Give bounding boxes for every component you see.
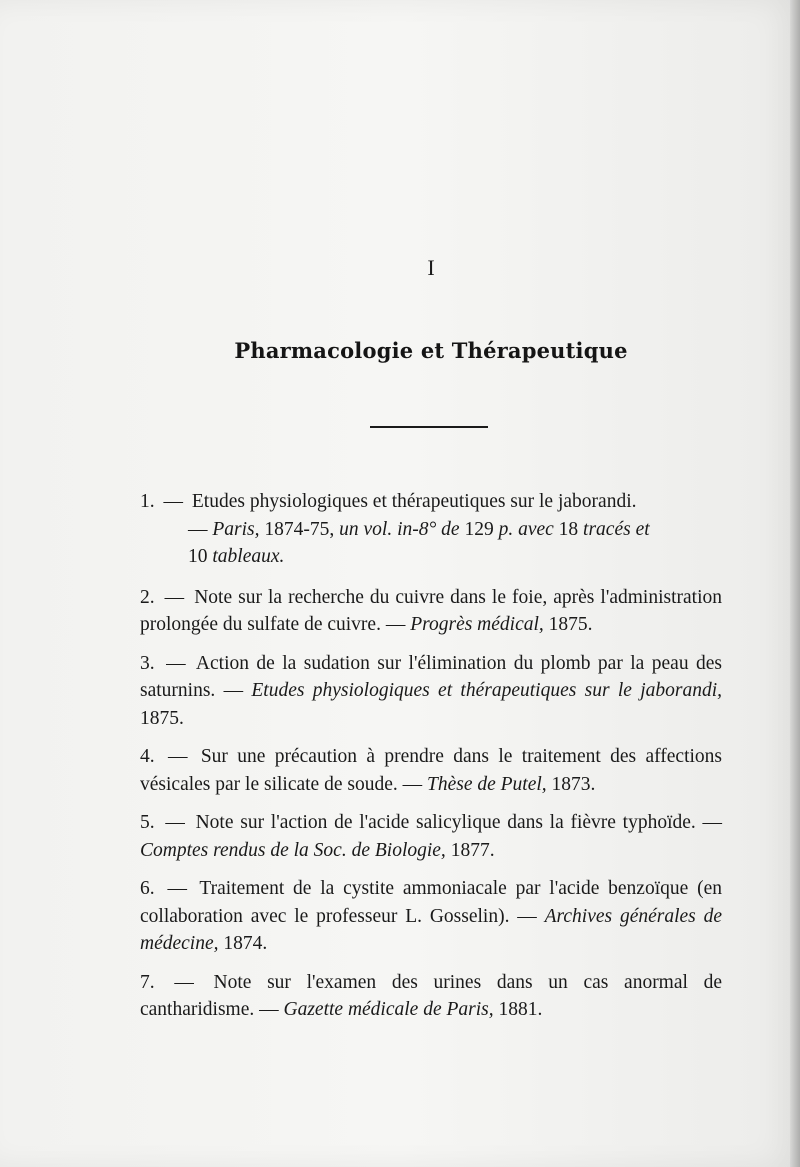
entry-dash: —: [167, 746, 188, 767]
list-item: [140, 743, 722, 798]
entry-number: 3.: [140, 652, 155, 674]
entry-number: 4.: [140, 746, 155, 767]
entry-line2-dash: —: [188, 518, 213, 540]
entry-italic-4: tracés et: [583, 518, 650, 540]
entry-dash: —: [165, 812, 185, 833]
entry-text: Note sur la recherche du cuivre dans le foie, après l'administration prolongée du sulfate de cuivre. —: [140, 586, 722, 635]
list-item: [140, 650, 722, 733]
list-item: [140, 488, 722, 571]
entry-year: 1875.: [140, 707, 184, 729]
entry-dash: —: [164, 586, 185, 608]
entry-italic: Comptes rendus de la Soc. de Biologie,: [140, 839, 446, 861]
entry-line3: 10: [188, 546, 213, 567]
entry-italic: Archives générales de médecine,: [140, 905, 723, 954]
section-title: Pharmacologie et Thérapeutique: [234, 338, 628, 363]
entry-text: Sur une précaution à prendre dans le traitement des affections vésicales par le silicate de soude. —: [140, 746, 723, 795]
entry-dash: —: [167, 878, 187, 899]
entry-italic: Progrès médical,: [410, 614, 544, 635]
list-item: [140, 809, 722, 864]
list-item: [140, 969, 722, 1024]
list-item: [140, 875, 722, 958]
entry-italic-2: un vol. in-8° de: [339, 518, 460, 540]
entry-year: 1877.: [445, 839, 495, 861]
entry-number: 6.: [140, 878, 155, 899]
bibliography-list: [140, 488, 722, 1035]
title-divider-rule: [370, 426, 488, 428]
entry-number: 1.: [140, 491, 155, 512]
entry-number: 5.: [140, 812, 155, 833]
entry-text: Action de la sudation sur l'élimination du plomb par la peau des saturnins. —: [140, 652, 722, 701]
entry-year: 1873.: [546, 773, 596, 795]
entry-year: 1874.: [218, 933, 268, 954]
section-numeral: I: [427, 255, 435, 280]
entry-dash: —: [174, 971, 194, 993]
entry-italic: Paris,: [212, 518, 260, 540]
entry-text-3: 129: [459, 518, 499, 540]
entry-number: 7.: [140, 971, 155, 993]
entry-year: 1881.: [493, 999, 543, 1020]
entry-dash: —: [166, 652, 186, 674]
entry-italic: Gazette médicale de Paris,: [283, 999, 494, 1020]
entry-year: 1875.: [543, 614, 593, 635]
entry-text: Traitement de la cystite ammoniacale par l'acide benzoïque (en collaboration avec le professeur L. Gosselin). —: [140, 878, 722, 927]
entry-text: Note sur l'action de l'acide salicylique dans la fièvre typhoïde. —: [195, 812, 723, 833]
entry-italic: Thèse de Putel,: [426, 773, 547, 795]
entry-dash: —: [163, 491, 183, 512]
entry-italic-3: p. avec: [498, 518, 554, 540]
entry-text-4: 18: [553, 518, 584, 540]
entry-text: Etudes physiologiques et thérapeutiques sur le jaborandi.: [191, 491, 637, 512]
list-item: [140, 584, 722, 639]
page-edge-shadow: [790, 0, 800, 1167]
entry-text: Note sur l'examen des urines dans un cas anormal de cantharidisme. —: [140, 971, 723, 1020]
entry-italic-5: tableaux.: [212, 546, 285, 567]
entry-text-2: 1874-75,: [259, 518, 340, 540]
entry-italic: Etudes physiologiques et thérapeutiques sur le jaborandi,: [251, 680, 722, 701]
entry-number: 2.: [140, 586, 155, 608]
